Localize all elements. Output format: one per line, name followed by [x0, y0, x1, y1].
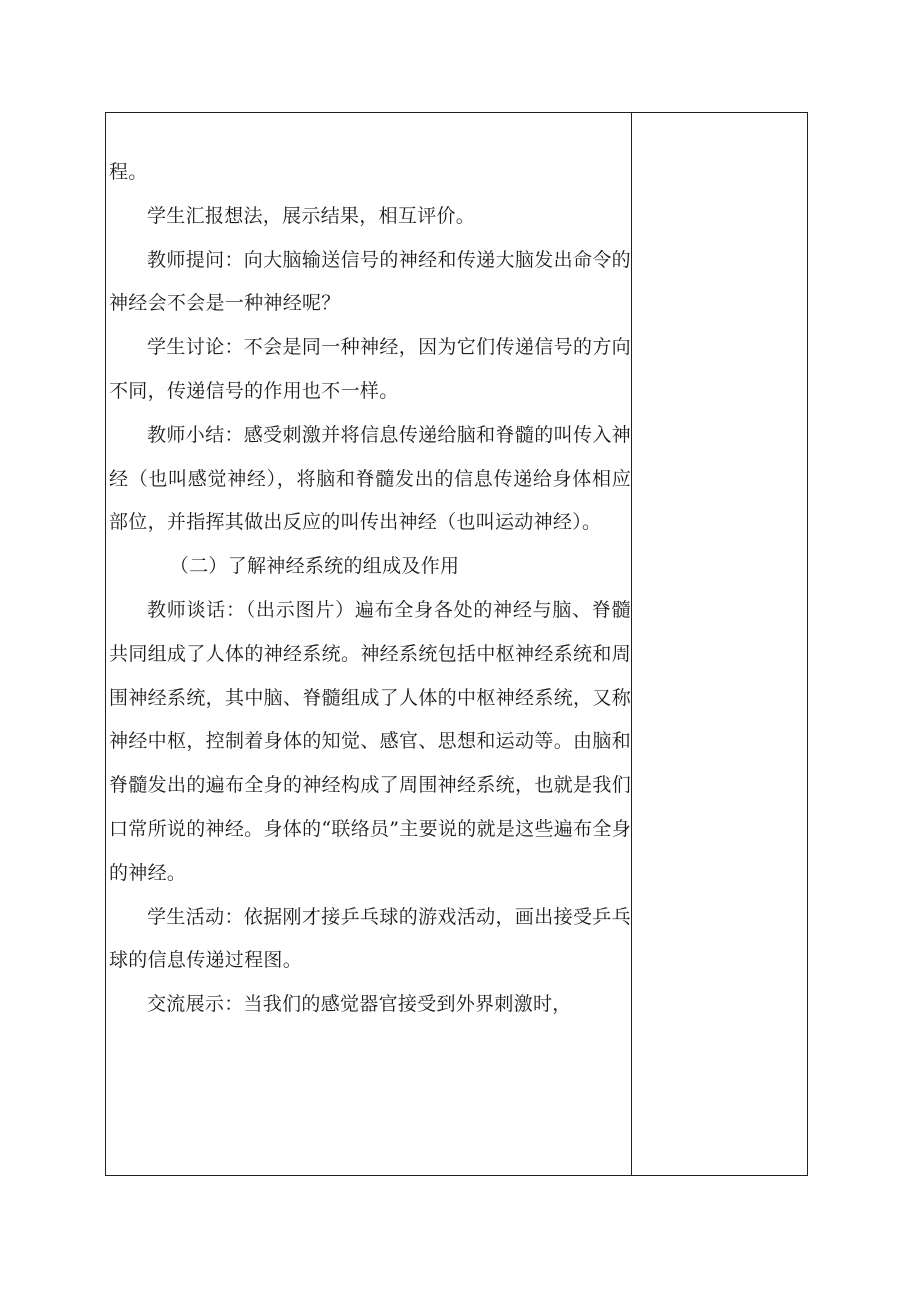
- lesson-text: [109, 151, 631, 1027]
- paragraph-exchange-display: 交流展示：当我们的感觉器官接受到外界刺激时，: [147, 993, 572, 1016]
- paragraph-student-activity: 学生活动：依据刚才接乒乓球的游戏活动，画出接受乒乓球的信息传递过程图。: [109, 905, 631, 972]
- section-heading: （二）了解神经系统的组成及作用: [169, 555, 460, 578]
- notes-cell: [632, 113, 807, 1175]
- lesson-table: [105, 112, 808, 1176]
- paragraph-teacher-summary: 教师小结：感受刺激并将信息传递给脑和脊髓的叫传入神经（也叫感觉神经），将脑和脊髓发出的信息传递给身体相应部位，并指挥其做出反应的叫传出神经（也叫运动神经）。: [109, 423, 631, 534]
- main-content-cell: [106, 113, 632, 1175]
- paragraph-student-discussion: 学生讨论：不会是同一种神经，因为它们传递信号的方向不同，传递信号的作用也不一样。: [109, 336, 631, 402]
- paragraph-teacher-talk: 教师谈话：（出示图片）遍布全身各处的神经与脑、脊髓共同组成了人体的神经系统。神经系统包括中枢神经系统和周围神经系统，其中脑、脊髓组成了人体的中枢神经系统，又称神经中枢，控制着身体的知觉、感官、思想和运动等。由脑和脊髓发出的遍布全身的神经构成了周围神经系统，也就是我们口常所说的神经。身体的“联络员”主要说的就是这些遍布全身的神经。: [109, 598, 631, 884]
- paragraph-teacher-question: 教师提问：向大脑输送信号的神经和传递大脑发出命令的神经会不会是一种神经呢？: [109, 248, 631, 315]
- paragraph-student-report: 学生汇报想法，展示结果，相互评价。: [147, 204, 476, 227]
- paragraph-continuation: 程。: [109, 161, 148, 183]
